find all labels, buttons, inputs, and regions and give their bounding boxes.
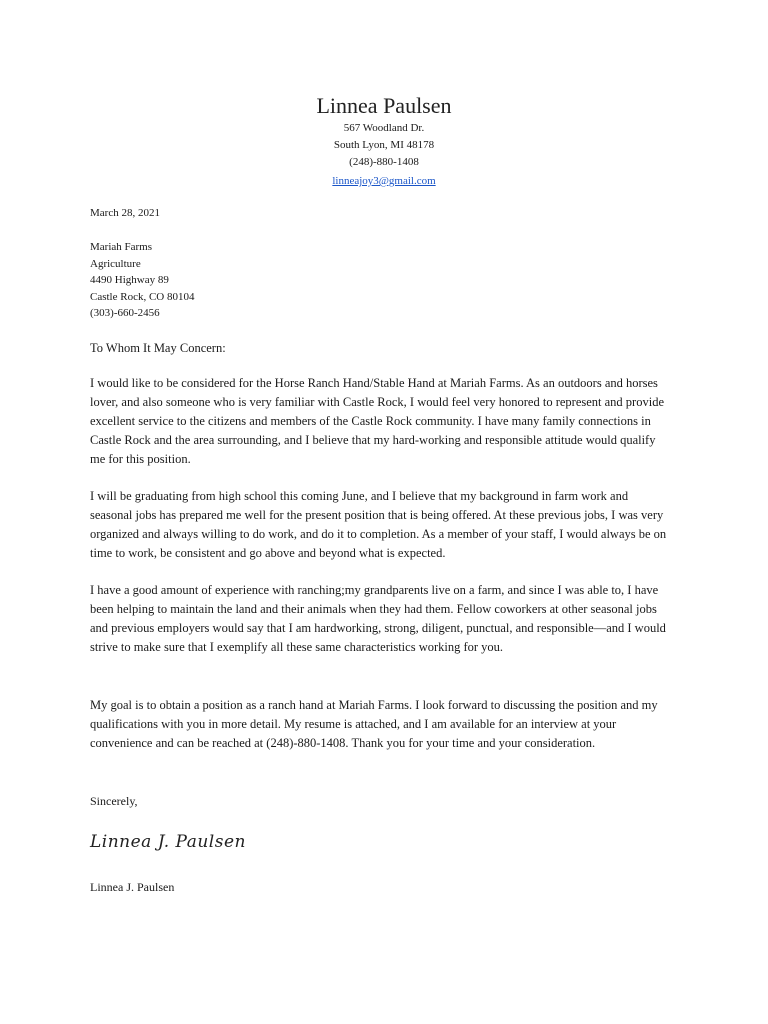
sender-email-link[interactable]: linneajoy3@gmail.com	[332, 175, 436, 187]
recipient-address	[90, 239, 672, 322]
body-paragraph-3: I have a good amount of experience with ranching;my grandparents live on a farm, and since I was able to, I have been helping to maintain the land and their animals when they had them. Fellow coworkers at other seasonal jobs and previous employers would say that I am hardworking, strong, diligent, punctual, and responsible—and I would strive to make sure that I exemplify all these same characteristics working for you.	[90, 583, 666, 654]
recipient-department: Agriculture	[90, 257, 141, 270]
recipient-city-state-zip: Castle Rock, CO 80104	[90, 290, 195, 303]
recipient-phone: (303)-660-2456	[90, 307, 160, 319]
letterhead	[0, 92, 768, 190]
signature: Linnea J. Paulsen	[90, 832, 246, 852]
sender-address-line2: South Lyon, MI 48178	[333, 139, 435, 151]
recipient-company: Mariah Farms	[90, 241, 153, 253]
body-paragraph-2: I will be graduating from high school this coming June, and I believe that my background in farm work and seasonal jobs has prepared me well for the present position that is being offered. At these previous jobs, I was very organized and always willing to do work, and do it to completion. As a member of your staff, I would always be on time to work, be consistent and go above and beyond what is expected.	[90, 489, 667, 560]
sender-name: Linnea Paulsen	[316, 93, 452, 118]
sender-phone: (248)-880-1408	[349, 156, 419, 168]
closing: Sincerely,	[90, 794, 138, 808]
body-paragraph-4: My goal is to obtain a position as a ranch hand at Mariah Farms. I look forward to discussing the position and my qualifications with you in more detail. My resume is attached, and I am available for an interview at your convenience and can be reached at (248)-880-1408. Thank you for your time and your consideration.	[90, 698, 658, 750]
body-paragraph-1: I would like to be considered for the Horse Ranch Hand/Stable Hand at Mariah Farms. As an outdoors and horses lover, and also someone who is very familiar with Castle Rock, I would feel very honored to represent and provide excellent service to the citizens and members of the Castle Rock community. I have many family connections in Castle Rock and the area surrounding, and I believe that my hard-working and responsible attitude would qualify me for this position.	[90, 376, 664, 466]
letter-date: March 28, 2021	[90, 207, 160, 219]
typed-name: Linnea J. Paulsen	[90, 880, 175, 894]
salutation: To Whom It May Concern:	[90, 341, 226, 355]
recipient-street: 4490 Highway 89	[90, 274, 169, 286]
sender-address-line1: 567 Woodland Dr.	[343, 122, 425, 134]
